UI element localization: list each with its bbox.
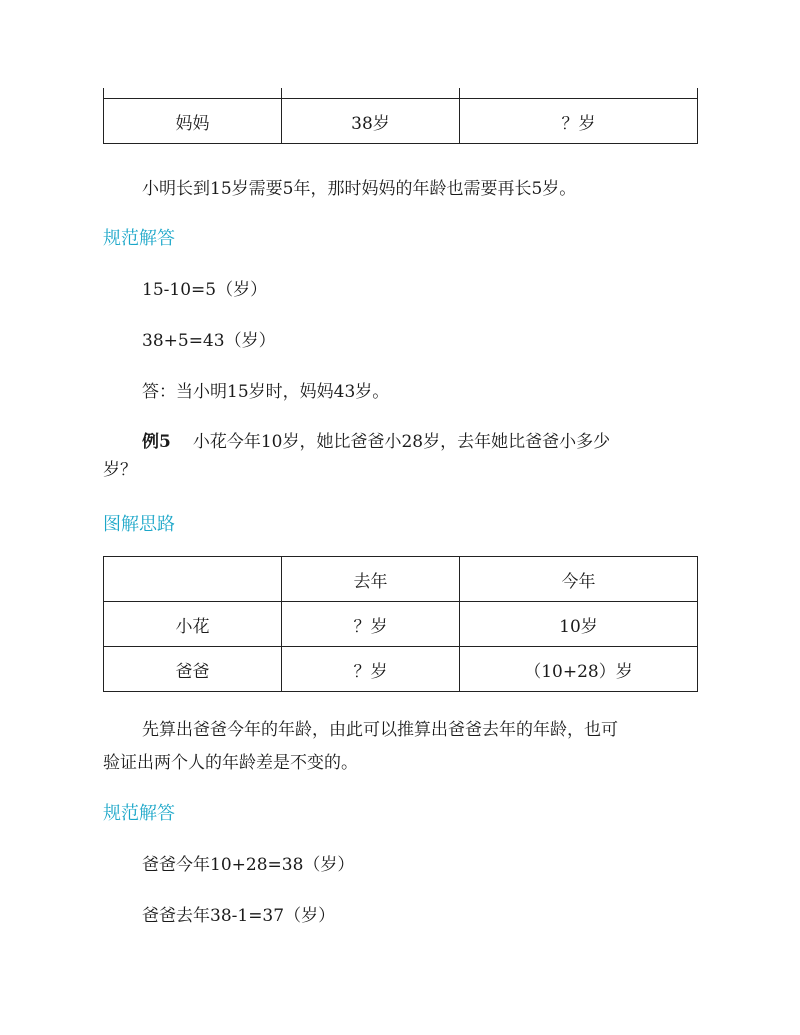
answer-text: 答：当小明15岁时，妈妈43岁。 (142, 382, 390, 402)
mother-age-table (103, 88, 698, 144)
explanation-text: 先算出爸爸今年的年龄，由此可以推算出爸爸去年的年龄，也可 (142, 720, 618, 740)
table-cell: 爸爸 (104, 647, 282, 692)
question-text: 小花今年10岁，她比爸爸小28岁，去年她比爸爸小多少 (192, 432, 611, 452)
table-row (104, 99, 698, 144)
solution-line: 爸爸今年10+28=38（岁） (142, 855, 355, 875)
solution-line: 爸爸去年38-1=37（岁） (142, 906, 336, 926)
table-cell: ？岁 (282, 602, 460, 647)
table-cell: （10+28）岁 (460, 647, 698, 692)
table-row (104, 602, 698, 647)
table-cell: ？岁 (282, 647, 460, 692)
table-cell: ？岁 (460, 99, 698, 144)
section-heading: 图解思路 (103, 514, 175, 535)
table-row (104, 647, 698, 692)
explanation-text: 小明长到15岁需要5年，那时妈妈的年龄也需要再长5岁。 (142, 179, 577, 199)
section-heading: 规范解答 (103, 803, 175, 824)
table-row-cut (104, 88, 698, 99)
explanation-text-cont: 验证出两个人的年龄差是不变的。 (103, 753, 358, 773)
question-text-cont: 岁？ (103, 460, 137, 480)
table-cell: 妈妈 (104, 99, 282, 144)
table-cell: 小花 (104, 602, 282, 647)
example-label: 例5 (142, 432, 171, 452)
table-header-cell: 今年 (460, 557, 698, 602)
section-heading: 规范解答 (103, 228, 175, 249)
table-header-row (104, 557, 698, 602)
solution-line: 38+5=43（岁） (142, 331, 276, 351)
table-header-cell (104, 557, 282, 602)
solution-line: 15-10=5（岁） (142, 280, 268, 300)
table-header-cell: 去年 (282, 557, 460, 602)
table-cell: 10岁 (460, 602, 698, 647)
table-cell: 38岁 (282, 99, 460, 144)
example-question (142, 427, 610, 452)
ages-table (103, 556, 698, 692)
